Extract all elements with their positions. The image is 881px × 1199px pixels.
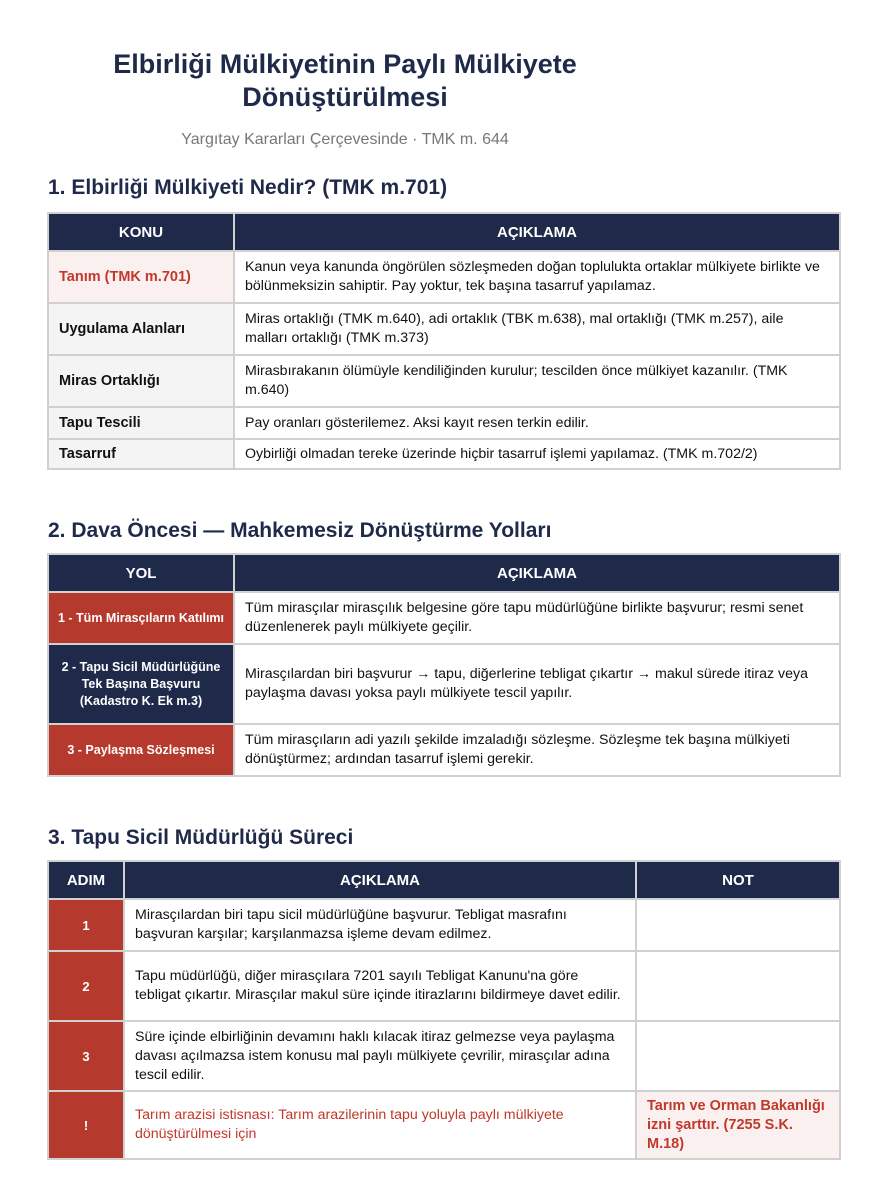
row-key: Tanım (TMK m.701) <box>48 251 234 303</box>
row-text: Tarım arazisi istisnası: Tarım arazilerinin tapu yoluyla paylı mülkiyete dönüştürülmesi için <box>124 1091 636 1159</box>
row-text: Oybirliği olmadan tereke üzerinde hiçbir tasarruf işlemi yapılamaz. (TMK m.702/2) <box>234 439 840 469</box>
section-2-table <box>47 553 841 777</box>
column-header-aciklama: AÇIKLAMA <box>234 213 840 251</box>
row-text: Tüm mirasçıların adi yazılı şekilde imzaladığı sözleşme. Sözleşme tek başına mülkiyeti dönüştürmez; ardından tasarruf işlemi gerekir. <box>234 724 840 776</box>
column-header-aciklama: AÇIKLAMA <box>234 554 840 592</box>
row-text: Miras ortaklığı (TMK m.640), adi ortaklık (TBK m.638), mal ortaklığı (TMK m.257), aile malları ortaklığı (TMK m.373) <box>234 303 840 355</box>
row-note <box>636 951 840 1021</box>
step-number: 2 <box>48 951 124 1021</box>
row-text: Pay oranları gösterilemez. Aksi kayıt resen terkin edilir. <box>234 407 840 439</box>
page-subtitle: Yargıtay Kararları Çerçevesinde · TMK m. 644 <box>181 131 509 148</box>
row-text: Mirasbırakanın ölümüyle kendiliğinden kurulur; tescilden önce mülkiyet kazanılır. (TMK m.640) <box>234 355 840 407</box>
section-3-title: 3. Tapu Sicil Müdürlüğü Süreci <box>48 826 354 849</box>
table-row <box>48 439 840 469</box>
row-text: Süre içinde elbirliğinin devamını haklı kılacak itiraz gelmezse veya paylaşma davası açılmazsa istem konusu mal paylı mülkiyete çevrilir, mirasçılar adına tescil edilir. <box>124 1021 636 1091</box>
row-note <box>636 899 840 951</box>
row-key: Tasarruf <box>48 439 234 469</box>
table-row <box>48 1091 840 1159</box>
row-text: Tapu müdürlüğü, diğer mirasçılara 7201 sayılı Tebligat Kanunu'na göre tebligat çıkartır. Mirasçılar makul süre içinde itirazlarını bildirmeye davet edilir. <box>124 951 636 1021</box>
table-row <box>48 644 840 724</box>
table-row <box>48 1021 840 1091</box>
row-text: Mirasçılardan biri başvurur → tapu, diğerlerine tebligat çıkartır → makul sürede itiraz veya paylaşma davası yoksa paylı mülkiyete tescil yapılır. <box>234 644 840 724</box>
table-row <box>48 592 840 644</box>
column-header-adim: ADIM <box>48 861 124 899</box>
section-1-table <box>47 212 841 470</box>
row-note <box>636 1021 840 1091</box>
row-text: Kanun veya kanunda öngörülen sözleşmeden doğan toplulukta ortaklar mülkiyete birlikte ve bölünmeksizin sahiptir. Pay yoktur, tek başına tasarruf yapılamaz. <box>234 251 840 303</box>
table-row <box>48 407 840 439</box>
row-key: 2 - Tapu Sicil Müdürlüğüne Tek Başına Başvuru (Kadastro K. Ek m.3) <box>48 644 234 724</box>
page-title: Elbirliği Mülkiyetinin Paylı Mülkiyete Dönüştürülmesi <box>113 49 577 112</box>
column-header-aciklama: AÇIKLAMA <box>124 861 636 899</box>
row-key: Miras Ortaklığı <box>48 355 234 407</box>
row-key: 1 - Tüm Mirasçıların Katılımı <box>48 592 234 644</box>
section-3-table <box>47 860 841 1160</box>
table-row <box>48 724 840 776</box>
column-header-not: NOT <box>636 861 840 899</box>
row-text: Mirasçılardan biri tapu sicil müdürlüğüne başvurur. Tebligat masrafını başvuran karşılar; karşılanmazsa işleme devam edilmez. <box>124 899 636 951</box>
row-text: Tüm mirasçılar mirasçılık belgesine göre tapu müdürlüğüne birlikte başvurur; resmi senet düzenlenerek paylı mülkiyete geçilir. <box>234 592 840 644</box>
column-header-konu: KONU <box>48 213 234 251</box>
row-key: Tapu Tescili <box>48 407 234 439</box>
warning-icon: ! <box>48 1091 124 1159</box>
table-row <box>48 303 840 355</box>
step-number: 1 <box>48 899 124 951</box>
table-row <box>48 355 840 407</box>
row-key: Uygulama Alanları <box>48 303 234 355</box>
section-1-title: 1. Elbirliği Mülkiyeti Nedir? (TMK m.701) <box>48 176 448 199</box>
table-row <box>48 951 840 1021</box>
section-2-title: 2. Dava Öncesi — Mahkemesiz Dönüştürme Yolları <box>48 519 552 542</box>
row-key: 3 - Paylaşma Sözleşmesi <box>48 724 234 776</box>
table-row <box>48 899 840 951</box>
column-header-yol: YOL <box>48 554 234 592</box>
row-note: Tarım ve Orman Bakanlığı izni şarttır. (7255 S.K. M.18) <box>636 1091 840 1159</box>
table-row <box>48 251 840 303</box>
step-number: 3 <box>48 1021 124 1091</box>
